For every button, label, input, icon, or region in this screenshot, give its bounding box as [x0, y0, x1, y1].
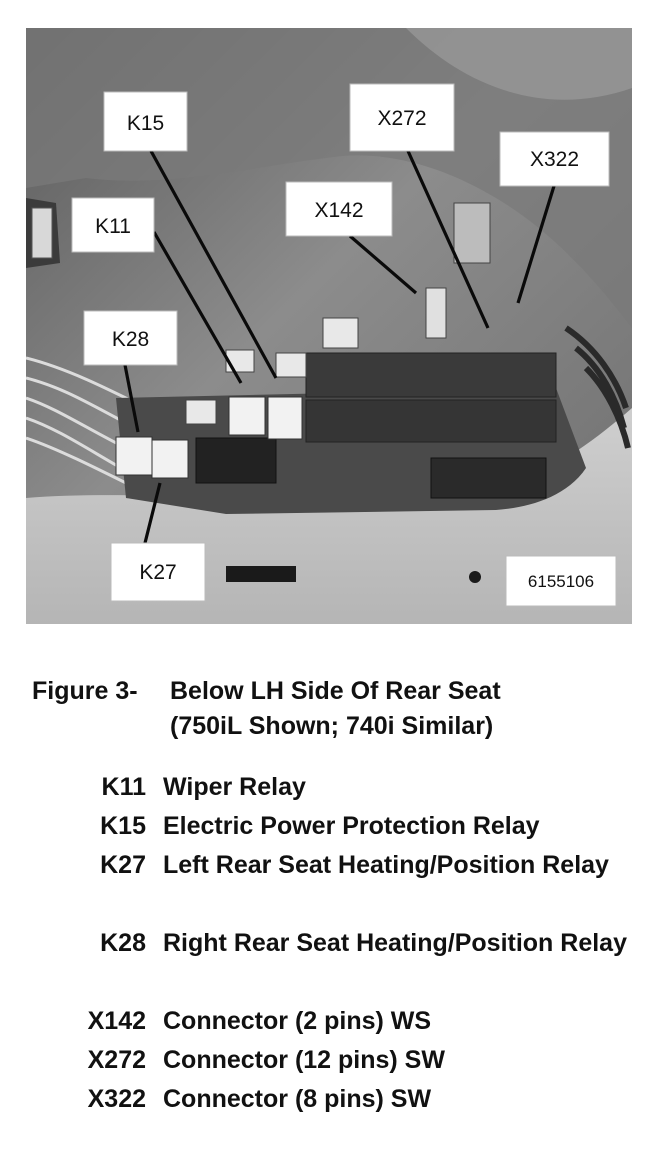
legend-description: Wiper Relay: [163, 773, 306, 801]
legend-description: Left Rear Seat Heating/Position Relay: [163, 851, 609, 879]
callout-k15-label: K15: [126, 112, 165, 135]
legend-description: Connector (12 pins) SW: [163, 1046, 445, 1074]
small-fuses-2: [226, 350, 254, 372]
legend-code: X272: [87, 1046, 146, 1074]
callout-k27-label: K27: [139, 561, 177, 584]
callout-k27: [111, 543, 205, 601]
control-module-upper: [306, 353, 556, 397]
legend-code: K15: [100, 812, 146, 840]
relay-k28: [116, 437, 152, 475]
legend-item: [0, 924, 652, 1002]
control-module-lower: [306, 400, 556, 442]
legend-item: [0, 1041, 652, 1080]
callout-k15: [104, 92, 187, 151]
floor-slot: [226, 566, 296, 582]
legend-item: [0, 807, 652, 846]
relay-k11: [229, 397, 265, 435]
legend-code: X322: [87, 1085, 146, 1113]
component-legend: [0, 768, 652, 1119]
callout-k28-label: K28: [111, 328, 150, 351]
callout-k11: [72, 198, 154, 252]
callout-x142: [286, 182, 392, 236]
small-fuses-3: [276, 353, 306, 377]
connector-x272-body: [454, 203, 490, 263]
legend-code: X142: [87, 1007, 146, 1035]
legend-item: [0, 846, 652, 924]
relay-k27: [152, 440, 188, 478]
callout-k11-label: K11: [95, 215, 131, 238]
left-clip: [32, 208, 52, 258]
callout-x322: [500, 132, 609, 186]
connector-block-right: [431, 458, 546, 498]
callout-x322-label: X322: [529, 148, 580, 171]
legend-item: [0, 1002, 652, 1041]
relay-k15: [268, 397, 302, 439]
callout-x272: [350, 84, 454, 151]
callout-x142-label: X142: [314, 199, 364, 222]
small-fuses-4: [186, 400, 216, 424]
photo-id-label: 6155106: [527, 572, 595, 591]
component-location-photo: [26, 28, 632, 624]
legend-code: K28: [100, 929, 146, 957]
legend-code: K27: [100, 851, 146, 879]
figure-subtitle: (750iL Shown; 740i Similar): [170, 712, 494, 740]
photo-id-tag: [506, 556, 616, 606]
dark-relay: [196, 438, 276, 483]
floor-hole: [469, 571, 481, 583]
legend-code: K11: [101, 773, 146, 801]
callout-x272-label: X272: [377, 107, 427, 130]
small-fuses: [323, 318, 358, 348]
legend-item: [0, 1080, 652, 1119]
legend-description: Right Rear Seat Heating/Position Relay: [163, 929, 627, 957]
callout-k28: [84, 311, 177, 365]
figure-title: Below LH Side Of Rear Seat: [170, 677, 501, 705]
legend-item: [0, 768, 652, 807]
connector-x142-body: [426, 288, 446, 338]
legend-description: Connector (2 pins) WS: [163, 1007, 432, 1035]
legend-description: Connector (8 pins) SW: [163, 1085, 432, 1113]
figure-label: Figure 3-: [32, 677, 138, 705]
legend-description: Electric Power Protection Relay: [163, 812, 540, 840]
